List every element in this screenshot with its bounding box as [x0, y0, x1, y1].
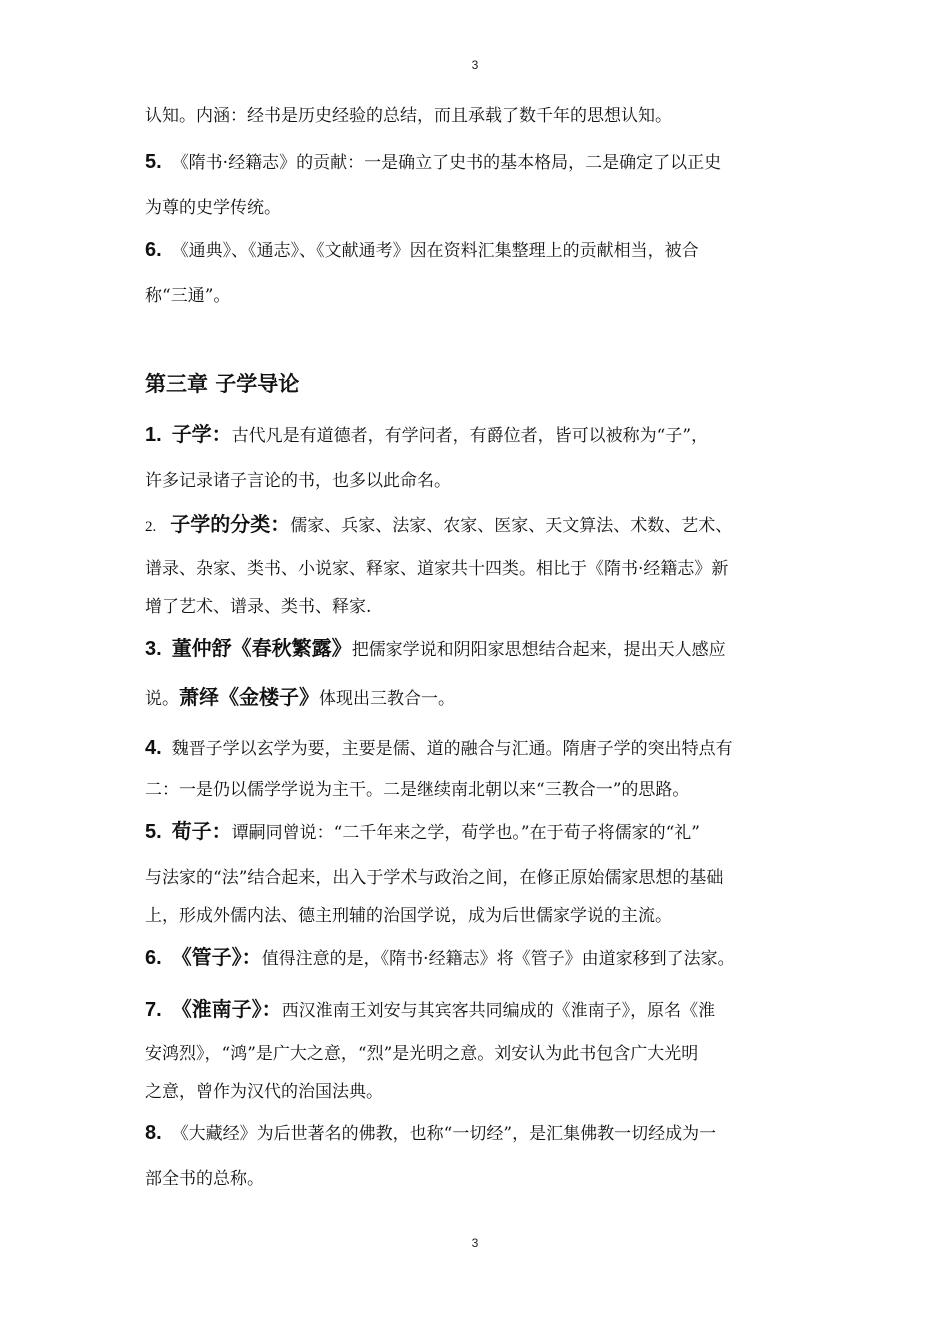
- paragraph-line: 部全书的总称。: [145, 1169, 264, 1189]
- paragraph-line: 认知。内涵：经书是历史经验的总结，而且承载了数千年的思想认知。: [145, 106, 672, 126]
- item-text: 谭嗣同曾说：“二千年来之学，荀学也。”在于荀子将儒家的“礼”: [231, 823, 700, 843]
- list-item-1: [145, 422, 817, 448]
- item-text: 值得注意的是，《隋书·经籍志》将《管子》由道家移到了法家。: [261, 949, 735, 969]
- item-term: 董仲舒《春秋繁露》: [171, 636, 352, 660]
- paragraph-line: 为尊的史学传统。: [145, 198, 281, 218]
- item-term: 荀子：: [171, 819, 232, 843]
- item-number: 5.: [145, 151, 162, 173]
- paragraph-line: 之意，曾作为汉代的治国法典。: [145, 1082, 383, 1102]
- paragraph-line: 安鸿烈》，“鸿”是广大之意，“烈”是光明之意。刘安认为此书包含广大光明: [145, 1044, 699, 1064]
- list-item-5: [145, 819, 817, 845]
- item-term: 《管子》：: [171, 945, 262, 969]
- item-text: 魏晋子学以玄学为要，主要是儒、道的融合与汇通。隋唐子学的突出特点有: [171, 739, 733, 759]
- item-term: 萧绎《金楼子》: [179, 685, 319, 709]
- paragraph-line: 称“三通”。: [145, 286, 231, 306]
- chapter-title: 第三章 子学导论: [145, 372, 300, 396]
- item-text: 古代凡是有道德者，有学问者，有爵位者，皆可以被称为“子”，: [231, 426, 709, 446]
- item-number: 6.: [145, 239, 162, 261]
- list-item-8: [145, 1121, 817, 1146]
- paragraph-line: 与法家的“法”结合起来，出入于学术与政治之间，在修正原始儒家思想的基础: [145, 868, 724, 888]
- item-number: 3.: [145, 638, 162, 660]
- paragraph-line: 增了艺术、谱录、类书、释家.: [145, 597, 372, 617]
- list-item-2: [145, 512, 817, 539]
- item-text: 说。: [145, 689, 179, 709]
- item-term: 子学的分类：: [170, 512, 291, 536]
- item-number: 5.: [145, 821, 162, 843]
- paragraph-line: 上，形成外儒内法、德主刑辅的治国学说，成为后世儒家学说的主流。: [145, 906, 672, 926]
- item-text: 体现出三教合一。: [319, 689, 455, 709]
- item-number: 6.: [145, 947, 162, 969]
- item-number: 1.: [145, 424, 162, 446]
- item-text: 把儒家学说和阴阳家思想结合起来，提出天人感应: [351, 640, 726, 660]
- paragraph-line: 二：一是仍以儒学学说为主干。二是继续南北朝以来“三教合一”的思路。: [145, 780, 690, 800]
- footer-page-number: 3: [471, 1236, 479, 1250]
- item-term: 《淮南子》：: [171, 997, 282, 1021]
- item-number: 7.: [145, 999, 162, 1021]
- paragraph-line: [145, 685, 817, 711]
- item-text: 《通典》、《通志》、《文献通考》因在资料汇集整理上的贡献相当，被合: [171, 241, 699, 261]
- list-item-6: [145, 945, 817, 971]
- list-item-3: [145, 636, 817, 662]
- list-item-6: [145, 238, 817, 263]
- item-text: 西汉淮南王刘安与其宾客共同编成的《淮南子》，原名《淮: [281, 1001, 716, 1021]
- header-page-number: 3: [471, 58, 479, 72]
- item-number: 8.: [145, 1122, 162, 1144]
- paragraph-line: 许多记录诸子言论的书，也多以此命名。: [145, 471, 451, 491]
- item-number: 2.: [145, 519, 157, 535]
- list-item-7: [145, 997, 817, 1023]
- paragraph-line: 谱录、杂家、类书、小说家、释家、道家共十四类。相比于《隋书·经籍志》新: [145, 559, 729, 579]
- item-text: 《隋书·经籍志》的贡献：一是确立了史书的基本格局，二是确定了以正史: [171, 153, 722, 173]
- list-item-5: [145, 150, 817, 175]
- item-text: 《大藏经》为后世著名的佛教，也称“一切经”，是汇集佛教一切经成为一: [171, 1124, 717, 1144]
- list-item-4: [145, 736, 817, 761]
- item-text: 儒家、兵家、法家、农家、医家、天文算法、术数、艺术、: [290, 516, 733, 536]
- item-number: 4.: [145, 737, 162, 759]
- item-term: 子学：: [171, 422, 232, 446]
